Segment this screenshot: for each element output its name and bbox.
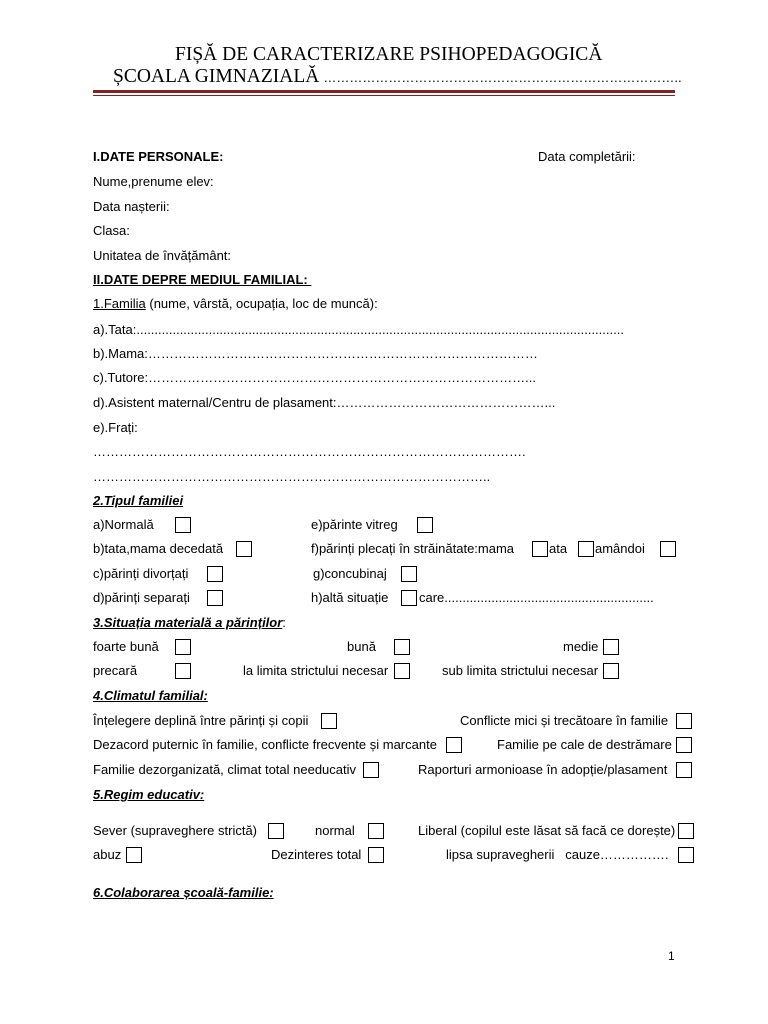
checkbox-separated-parents: [207, 590, 223, 606]
material-situation-heading-colon: :: [282, 615, 286, 630]
checkbox-minor-conflicts: [676, 713, 692, 729]
foster-line: d).Asistent maternal/Centru de plasament:…………………………………………...: [93, 395, 556, 410]
option-other-situation: h)altă situație: [311, 590, 389, 605]
educational-regime-heading: 5.Regim educativ:: [93, 787, 205, 802]
option-abuse: abuz: [93, 847, 122, 862]
header-rule-thin: [93, 95, 675, 96]
checkbox-cohabitation: [401, 566, 417, 582]
siblings-blank-line-2: ………………………………………………………………………………..: [93, 469, 491, 484]
birth-date-label: Data nașterii:: [93, 199, 170, 214]
family-hint: (nume, vârstă, ocupația, loc de muncă):: [145, 296, 378, 311]
option-good: bună: [347, 639, 376, 654]
student-name-label: Nume,prenume elev:: [93, 174, 214, 189]
family-label: 1.Familia: [93, 296, 146, 311]
option-parents-abroad-father: ata: [549, 541, 568, 556]
option-strong-disagreement: Dezacord puternic în familie, conflicte frecvente și marcante: [93, 737, 437, 752]
checkbox-liberal: [678, 823, 694, 839]
option-deceased-parent: b)tata,mama decedată: [93, 541, 224, 556]
checkbox-harmonious-adoption: [676, 762, 692, 778]
checkbox-strong-disagreement: [446, 737, 462, 753]
checkbox-abroad-both: [660, 541, 676, 557]
option-disorganized-family: Familie dezorganizată, climat total needucativ: [93, 762, 357, 777]
checkbox-full-understanding: [321, 713, 337, 729]
option-lack-of-supervision: lipsa supravegherii cauze…………….: [446, 847, 669, 862]
option-stepparent: e)părinte vitreg: [311, 517, 398, 532]
completion-date-label: Data completării:: [538, 149, 636, 164]
checkbox-abroad-mother: [532, 541, 548, 557]
option-very-good: foarte bună: [93, 639, 159, 654]
option-severe: Sever (supraveghere strictă): [93, 823, 258, 838]
checkbox-deceased-parent: [236, 541, 252, 557]
option-total-disinterest: Dezinteres total: [271, 847, 362, 862]
option-below-minimum: sub limita strictului necesar: [442, 663, 599, 678]
checkbox-abroad-father: [578, 541, 594, 557]
checkbox-other-situation: [401, 590, 417, 606]
option-separated-parents: d)părinți separați: [93, 590, 190, 605]
checkbox-normal-regime: [368, 823, 384, 839]
checkbox-bare-minimum: [394, 663, 410, 679]
school-label: ȘCOALA GIMNAZIALĂ: [113, 66, 320, 87]
school-family-collaboration-heading: 6.Colaborarea școală-familie:: [93, 885, 274, 900]
option-normal-family: a)Normală: [93, 517, 154, 532]
option-harmonious-adoption: Raporturi armonioase în adopție/plasament: [418, 762, 668, 777]
option-minor-conflicts: Conflicte mici și trecătoare în familie: [460, 713, 669, 728]
other-situation-detail-blank: care..........................................................: [419, 590, 654, 605]
checkbox-stepparent: [417, 517, 433, 533]
option-normal-regime: normal: [315, 823, 355, 838]
siblings-label: e).Frați:: [93, 420, 138, 435]
section-family-environment-heading: II.DATE DEPRE MEDIUL FAMILIAL:: [93, 272, 312, 287]
option-full-understanding: Înțelegere deplină între părinți și copii: [93, 713, 309, 728]
option-breaking-up: Familie pe cale de destrămare: [497, 737, 672, 752]
school-unit-label: Unitatea de învățământ:: [93, 248, 232, 263]
checkbox-good: [394, 639, 410, 655]
checkbox-severe: [268, 823, 284, 839]
checkbox-divorced-parents: [207, 566, 223, 582]
checkbox-abuse: [126, 847, 142, 863]
family-climate-heading: 4.Climatul familial:: [93, 688, 208, 703]
option-average: medie: [563, 639, 599, 654]
material-situation-heading: [93, 615, 286, 631]
page-number: 1: [668, 949, 675, 963]
checkbox-very-good: [175, 639, 191, 655]
option-divorced-parents: c)părinți divorțați: [93, 566, 189, 581]
checkbox-total-disinterest: [368, 847, 384, 863]
school-line: [113, 66, 682, 89]
siblings-blank-line-1: ……………………………………………………………………………………….: [93, 444, 526, 459]
class-label: Clasa:: [93, 223, 130, 238]
family-members-line: [93, 296, 378, 312]
father-line: a).Tata:.......................................................................................................................................: [93, 322, 624, 337]
checkbox-normal-family: [175, 517, 191, 533]
option-parents-abroad-mother: f)părinți plecați în străinătate:mama: [311, 541, 515, 556]
section-personal-heading: I.DATE PERSONALE:: [93, 149, 224, 164]
tutor-line: c).Tutore:……………………………………………………………………………...: [93, 370, 536, 385]
family-type-heading: 2.Tipul familiei: [93, 493, 184, 508]
checkbox-lack-of-supervision: [678, 847, 694, 863]
option-bare-minimum: la limita strictului necesar: [243, 663, 389, 678]
checkbox-disorganized-family: [363, 762, 379, 778]
mother-line: b).Mama:………………………………………………………………………………: [93, 346, 538, 361]
material-situation-heading-text: 3.Situația materială a părinților: [93, 615, 283, 630]
option-parents-abroad-both: amândoi: [595, 541, 645, 556]
checkbox-precarious: [175, 663, 191, 679]
checkbox-below-minimum: [603, 663, 619, 679]
header-rule-thick: [93, 90, 675, 93]
checkbox-breaking-up: [676, 737, 692, 753]
document-title: FIȘĂ DE CARACTERIZARE PSIHOPEDAGOGICĂ: [175, 44, 603, 65]
option-liberal: Liberal (copilul este lăsat să facă ce dorește): [418, 823, 676, 838]
school-name-blank: ………………………………………………………………………..: [323, 70, 682, 85]
option-cohabitation: g)concubinaj: [313, 566, 387, 581]
option-precarious: precară: [93, 663, 138, 678]
checkbox-average: [603, 639, 619, 655]
